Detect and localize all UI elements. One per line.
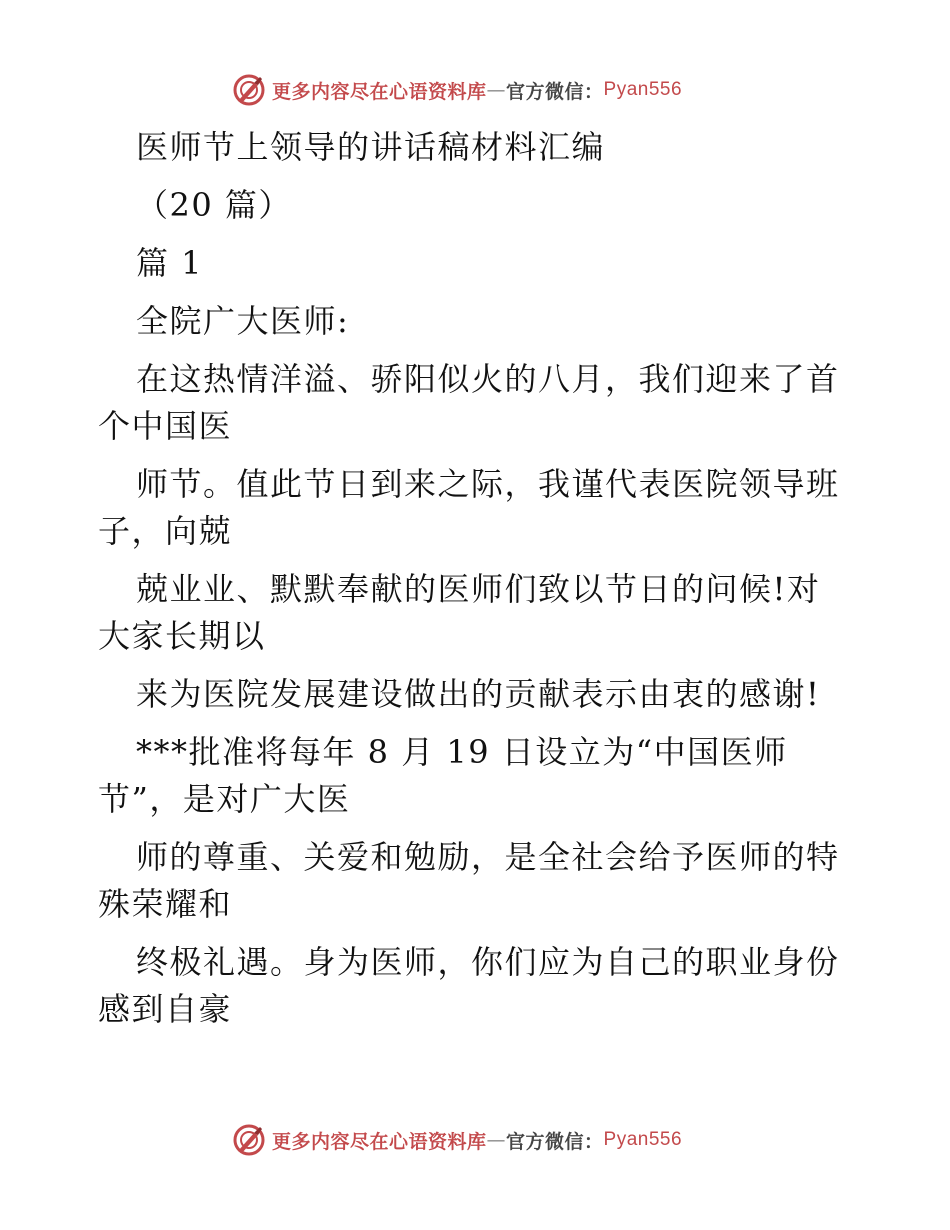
paragraph-line: 大家长期以 [98, 617, 266, 655]
banner-wechat-label: 官方微信： [506, 1130, 604, 1153]
banner-slogan: 更多内容尽在心语资料库 [272, 1130, 487, 1153]
paragraph-line: 在这热情洋溢、骄阳似火的八月，我们迎来了首 [136, 360, 840, 398]
salutation: 全院广大医师: [136, 302, 350, 340]
paragraph-line: 终极礼遇。身为医师，你们应为自己的职业身份 [136, 943, 840, 981]
paragraph-line: 殊荣耀和 [98, 885, 233, 923]
banner-slogan: 更多内容尽在心语资料库 [272, 80, 487, 103]
banner-dash: — [486, 1129, 507, 1151]
brand-logo-icon [232, 1123, 266, 1157]
paragraph-line: 师的尊重、关爱和勉励，是全社会给予医师的特 [136, 838, 840, 876]
paragraph-line: 感到自豪 [98, 990, 233, 1028]
paragraph-line: 子，向兢 [98, 512, 233, 550]
banner-wechat-id: Pyan556 [603, 79, 683, 100]
paragraph-line: 个中国医 [98, 407, 233, 445]
section-heading: 篇 1 [136, 244, 204, 282]
header-banner [232, 70, 712, 110]
footer-banner [232, 1120, 712, 1160]
banner-wechat-label: 官方微信： [506, 80, 604, 103]
paragraph-line: 兢业业、默默奉献的医师们致以节日的问候!对 [136, 570, 821, 608]
paragraph-line: ***批准将每年 8 月 19 日设立为“中国医师 [136, 733, 788, 771]
banner-wechat-id: Pyan556 [603, 1129, 683, 1150]
paragraph-line: 节”，是对广大医 [98, 780, 351, 818]
document-title: 医师节上领导的讲话稿材料汇编 [136, 128, 606, 166]
brand-logo-icon [232, 73, 266, 107]
document-subtitle: （20 篇） [136, 186, 292, 224]
paragraph-line: 来为医院发展建设做出的贡献表示由衷的感谢! [136, 675, 821, 713]
banner-dash: — [486, 79, 507, 101]
document-body [98, 124, 858, 1033]
paragraph-line: 师节。值此节日到来之际，我谨代表医院领导班 [136, 465, 840, 503]
